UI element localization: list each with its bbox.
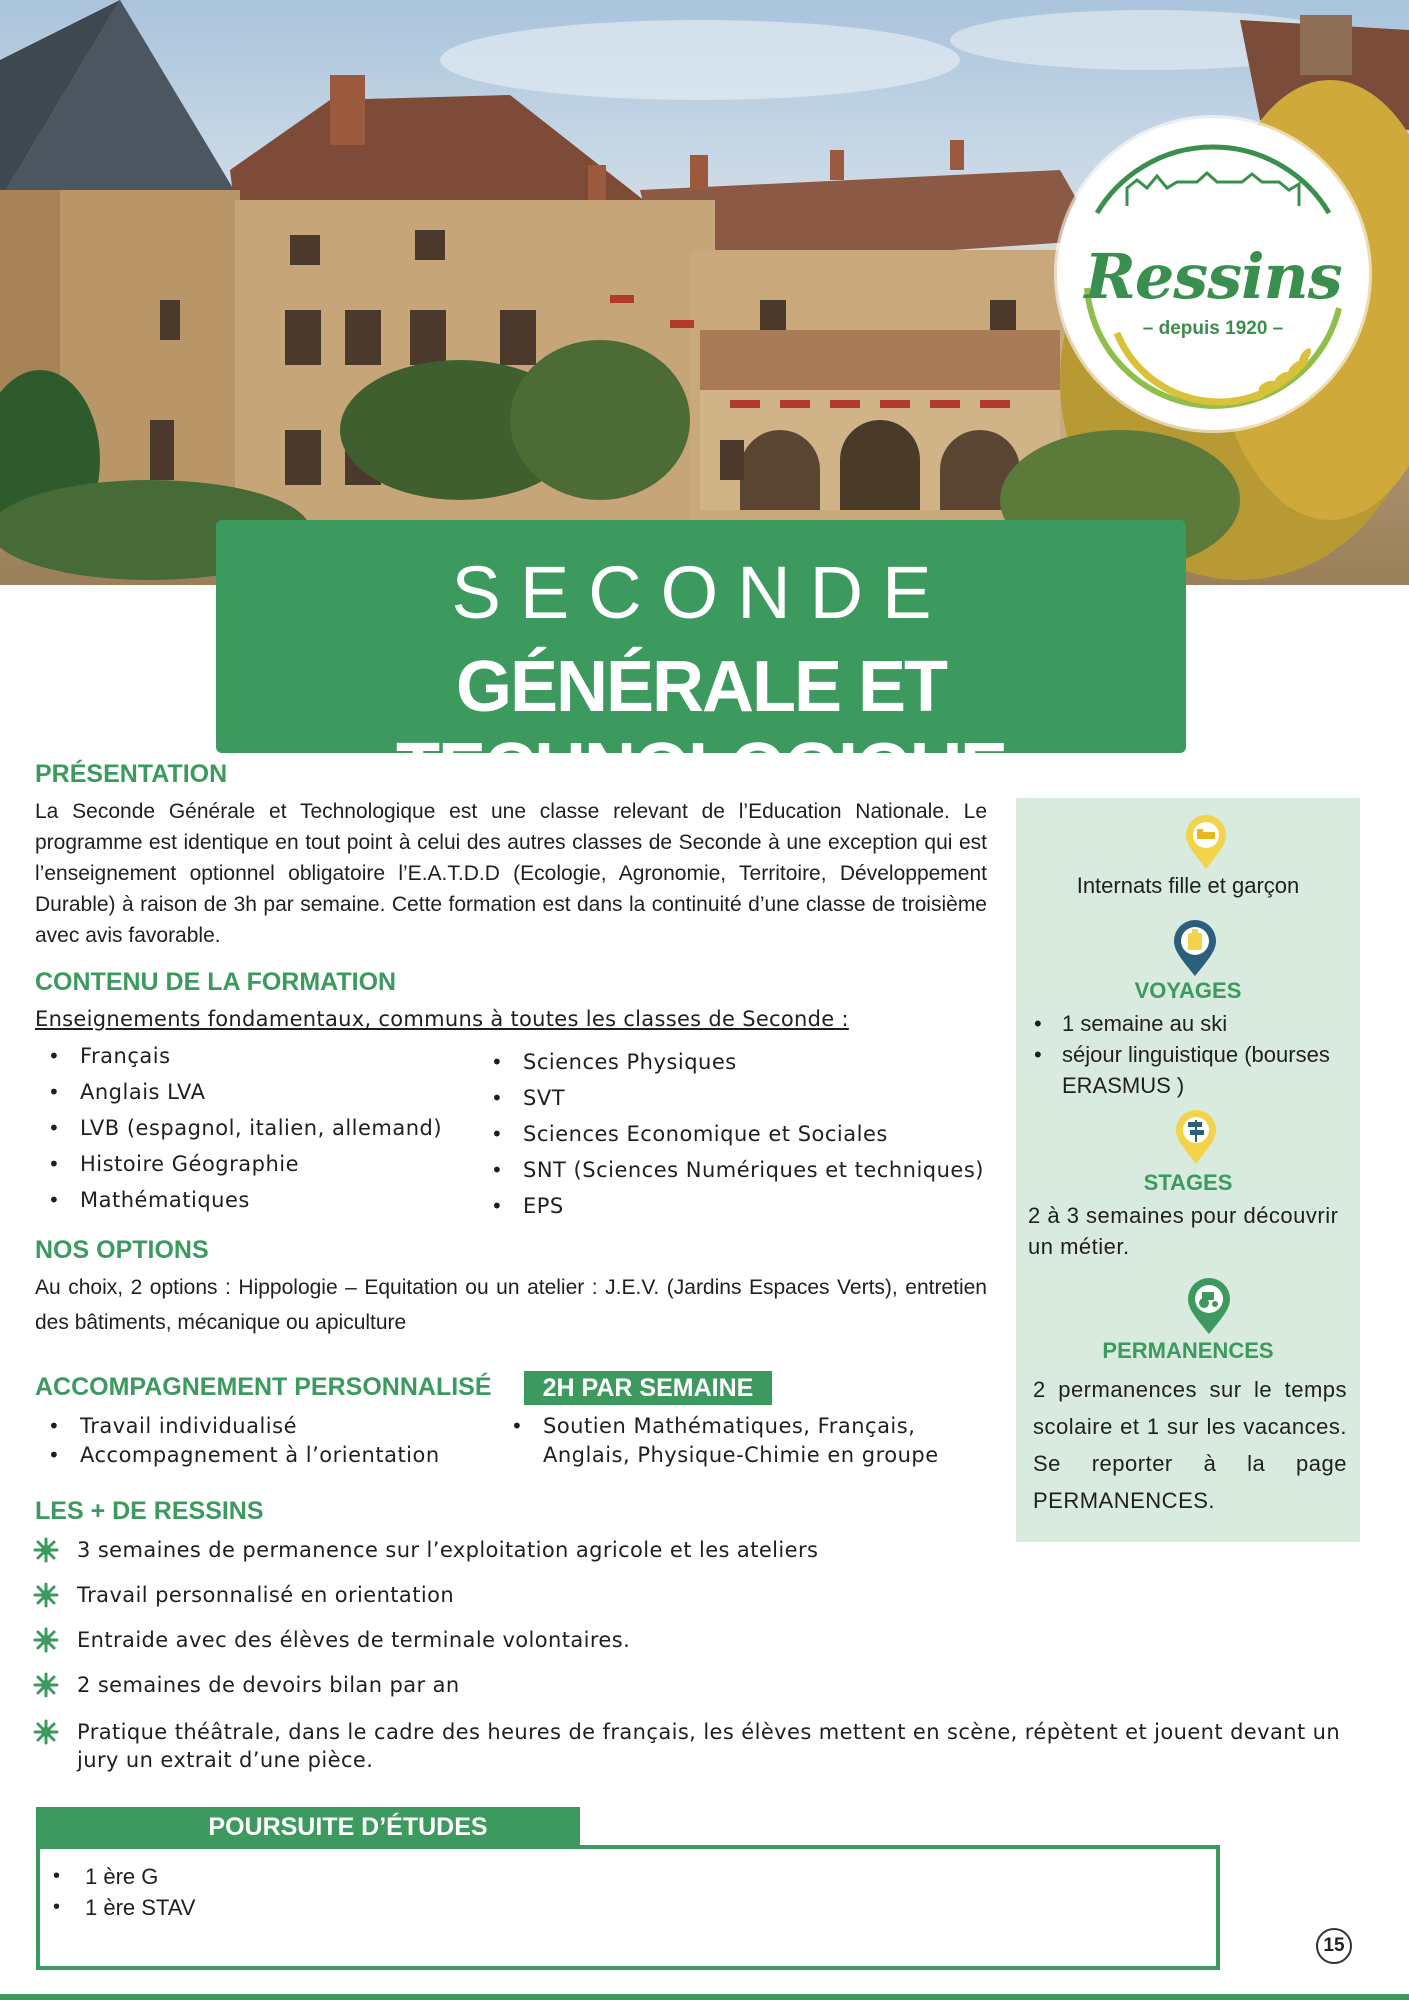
ressins-logo [1057, 118, 1369, 430]
options-text: Au choix, 2 options : Hippologie – Equitation ou un atelier : J.E.V. (Jardins Espaces Verts), entretien des bâtiments, mécanique ou apiculture [35, 1276, 987, 1334]
plus-heading: LES + DE RESSINS [35, 1497, 264, 1525]
presentation-text: La Seconde Générale et Technologique est une classe relevant de l’Education Nationale. Le programme est identique en tout point à celui des autres classes de Seconde à une exception qui est l’enseignement optionnel obligatoire l’E.A.T.D.D (Ecologie, Agronomie, Territoire, Développement Durable) à raison de 3h par semaine. Cette formation est dans la continuité d’une classe de troisième avec avis favorable. [35, 800, 987, 947]
bed-icon [1184, 813, 1228, 871]
list-item [33, 1718, 1383, 1774]
presentation-heading: PRÉSENTATION [35, 760, 228, 788]
accompagnement-heading: ACCOMPAGNEMENT PERSONNALISÉ [35, 1373, 492, 1401]
accompagnement-left-list [35, 1412, 440, 1470]
star-bullet-icon [33, 1672, 59, 1698]
list-item: • EPS [478, 1188, 984, 1224]
signpost-icon [1174, 1108, 1218, 1166]
contenu-subheading: Enseignements fondamentaux, communs à toutes les classes de Seconde : [35, 1007, 849, 1031]
list-item: • Sciences Physiques [478, 1044, 984, 1080]
list-item: • SVT [478, 1080, 984, 1116]
list-item [33, 1581, 1383, 1609]
star-bullet-icon [33, 1627, 59, 1653]
plus-item-text: 3 semaines de permanence sur l’exploitation agricole et les ateliers [77, 1538, 819, 1562]
logo-name: Ressins [1084, 240, 1342, 313]
poursuite-heading [36, 1807, 580, 1847]
list-item: • Histoire Géographie [35, 1146, 442, 1182]
internat-text: Internats fille et garçon [1076, 873, 1300, 898]
star-bullet-icon [33, 1582, 59, 1608]
star-bullet-icon [33, 1719, 59, 1745]
list-item: • Mathématiques [35, 1182, 442, 1218]
list-item: • séjour linguistique (bourses ERASMUS ) [1026, 1039, 1346, 1101]
info-sidebar [1016, 798, 1360, 1542]
list-item: • Soutien Mathématiques, Français, Anglais, Physique-Chimie en groupe [498, 1412, 948, 1470]
star-bullet-icon [33, 1537, 59, 1563]
hours-tag: 2H PAR SEMAINE [524, 1371, 772, 1405]
voyages-heading: VOYAGES [1134, 978, 1242, 1003]
page-number: 15 [1316, 1928, 1352, 1964]
tractor-icon [1186, 1276, 1232, 1336]
list-item: • Français [35, 1038, 442, 1074]
stages-text: 2 à 3 semaines pour découvrir un métier. [1028, 1203, 1339, 1259]
poursuite-list [40, 1861, 195, 1923]
logo-since: – depuis 1920 – [1142, 318, 1284, 339]
list-item: • LVB (espagnol, italien, allemand) [35, 1110, 442, 1146]
stages-heading: STAGES [1143, 1170, 1233, 1195]
luggage-icon [1172, 918, 1218, 978]
options-heading: NOS OPTIONS [35, 1236, 209, 1264]
list-item: • 1 ère G [40, 1861, 195, 1892]
accompagnement-right-list [498, 1412, 948, 1470]
hero-photo [0, 0, 1409, 585]
permanences-heading: PERMANENCES [1102, 1338, 1274, 1363]
bottom-divider [0, 1994, 1409, 2000]
list-item: • Anglais LVA [35, 1074, 442, 1110]
list-item: • Accompagnement à l’orientation [35, 1441, 440, 1470]
title-banner [216, 520, 1186, 809]
poursuite-box [36, 1845, 1220, 1970]
permanences-text: 2 permanences sur le temps scolaire et 1 sur les vacances. Se reporter à la page PERMANENCES. [1033, 1377, 1347, 1513]
contenu-left-list [35, 1038, 442, 1218]
title-line1: SECONDE [451, 551, 951, 634]
list-item: • 1 ère STAV [40, 1892, 195, 1923]
list-item [33, 1626, 1383, 1654]
poursuite-heading-text: POURSUITE D’ÉTUDES [208, 1813, 488, 1841]
list-item: • Sciences Economique et Sociales [478, 1116, 984, 1152]
contenu-right-list [478, 1044, 984, 1224]
plus-item-text: Travail personnalisé en orientation [77, 1583, 455, 1607]
list-item [33, 1671, 1383, 1699]
list-item: • SNT (Sciences Numériques et techniques) [478, 1152, 984, 1188]
plus-item-text: Entraide avec des élèves de terminale volontaires. [77, 1628, 631, 1652]
plus-item-text: 2 semaines de devoirs bilan par an [77, 1673, 460, 1697]
plus-item-text: Pratique théâtrale, dans le cadre des heures de français, les élèves mettent en scène, répètent et jouent devant un jury un extrait d’une pièce. [77, 1720, 1341, 1772]
title-line2: GÉNÉRALE ET TECHNOLOGIQUE [395, 647, 1006, 809]
voyages-list [1026, 1008, 1346, 1101]
list-item: • Travail individualisé [35, 1412, 440, 1441]
plus-list [33, 1536, 1383, 1774]
list-item: • 1 semaine au ski [1026, 1008, 1346, 1039]
contenu-heading: CONTENU DE LA FORMATION [35, 968, 397, 996]
